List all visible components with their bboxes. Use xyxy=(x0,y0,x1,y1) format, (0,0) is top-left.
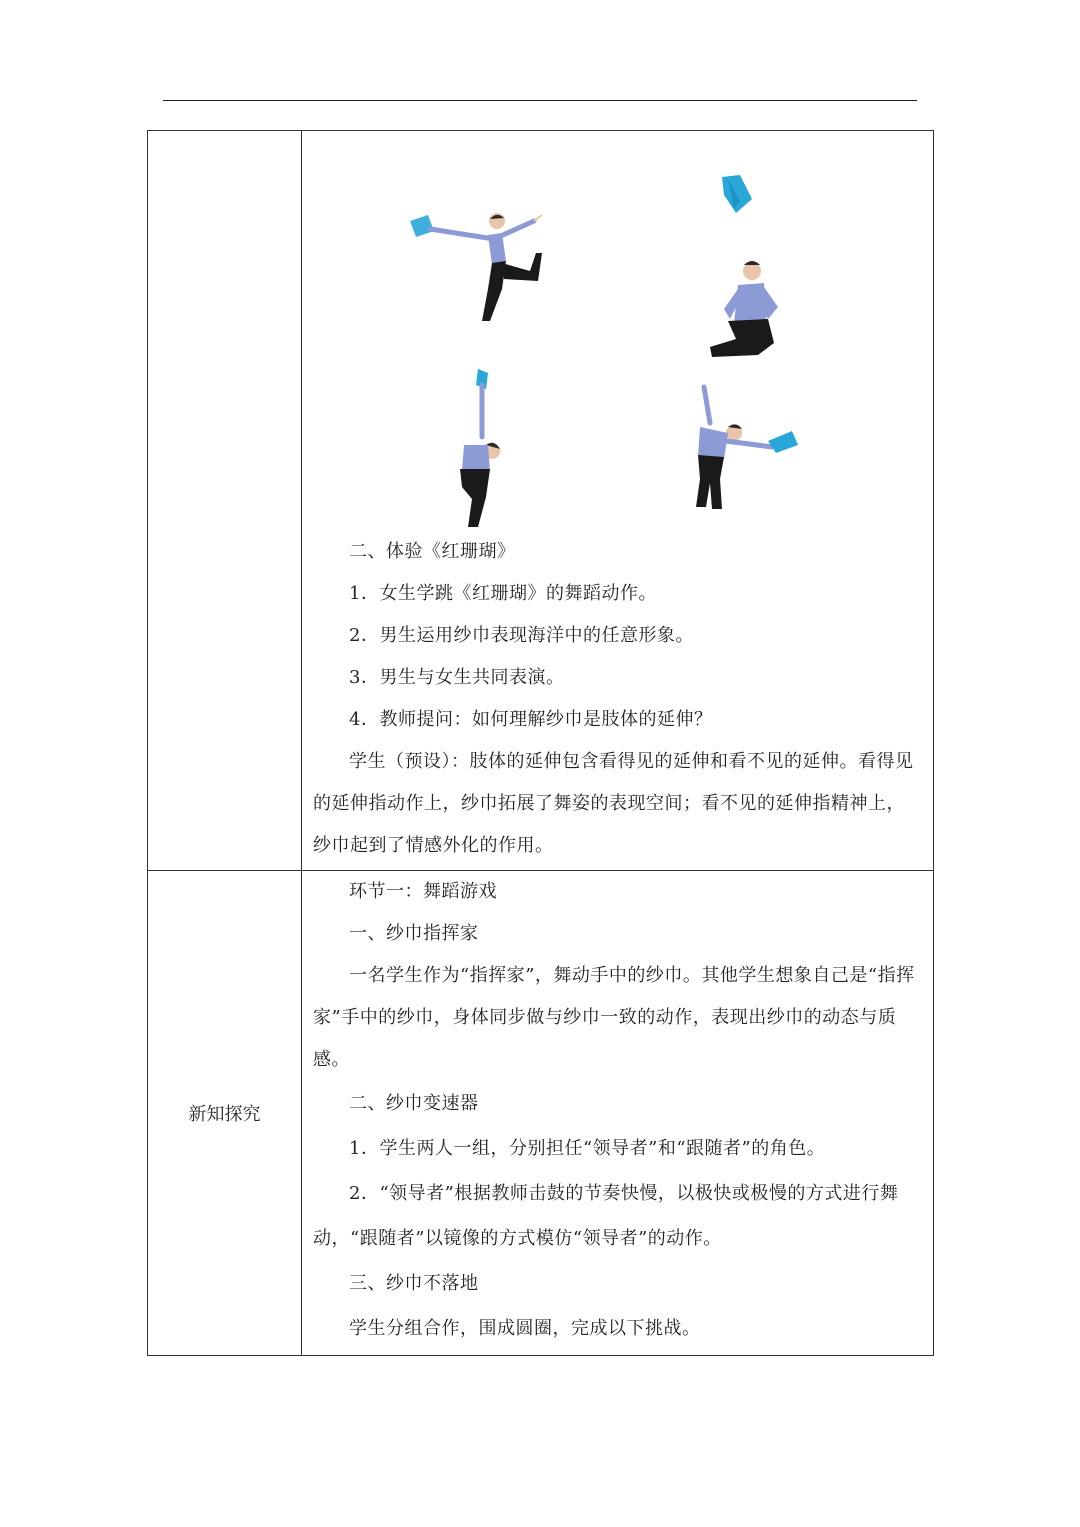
section-heading: 环节一：舞蹈游戏 xyxy=(349,881,497,902)
dance-illustrations xyxy=(302,131,933,531)
upper-text xyxy=(302,531,933,867)
student-answer: 学生（预设）：肢体的延伸包含看得见的延伸和看不见的延伸。看得见的延伸指动作上，纱巾拓展了舞姿的表现空间；看不见的延伸指精神上，纱巾起到了情感外化的作用。 xyxy=(313,751,914,856)
dancer-figure-3 xyxy=(442,367,512,529)
row-label: 新知探究 xyxy=(148,871,302,1356)
dancer-figure-4 xyxy=(688,383,804,513)
dancer-figure-2 xyxy=(702,259,792,363)
list-item: 3．男生与女生共同表演。 xyxy=(349,667,565,688)
paragraph: 一名学生作为“指挥家”，舞动手中的纱巾。其他学生想象自己是“指挥家”手中的纱巾，身体同步做与纱巾一致的动作，表现出纱巾的动态与质感。 xyxy=(313,965,915,1070)
row-content xyxy=(302,871,934,1356)
flying-scarf xyxy=(718,173,758,217)
table-row xyxy=(148,131,934,871)
lower-text xyxy=(302,871,933,1351)
subsection-heading: 二、纱巾变速器 xyxy=(349,1093,479,1114)
list-item: 1．学生两人一组，分别担任“领导者”和“跟随者”的角色。 xyxy=(349,1138,826,1159)
row-label xyxy=(148,131,302,871)
subsection-heading: 一、纱巾指挥家 xyxy=(349,923,479,944)
row-content xyxy=(302,131,934,871)
section-heading: 二、体验《红珊瑚》 xyxy=(349,541,516,562)
list-item: 4．教师提问：如何理解纱巾是肢体的延伸？ xyxy=(349,709,713,730)
list-item: 2．男生运用纱巾表现海洋中的任意形象。 xyxy=(349,625,694,646)
header-rule xyxy=(163,100,917,101)
dancer-figure-1 xyxy=(402,209,552,329)
paragraph: 学生分组合作，围成圆圈，完成以下挑战。 xyxy=(349,1318,701,1339)
list-item: 2．“领导者”根据教师击鼓的节奏快慢，以极快或极慢的方式进行舞动，“跟随者”以镜像的方式模仿“领导者”的动作。 xyxy=(313,1183,899,1249)
subsection-heading: 三、纱巾不落地 xyxy=(349,1273,479,1294)
table-row xyxy=(148,871,934,1356)
lesson-table xyxy=(147,130,934,1356)
list-item: 1．女生学跳《红珊瑚》的舞蹈动作。 xyxy=(349,583,657,604)
